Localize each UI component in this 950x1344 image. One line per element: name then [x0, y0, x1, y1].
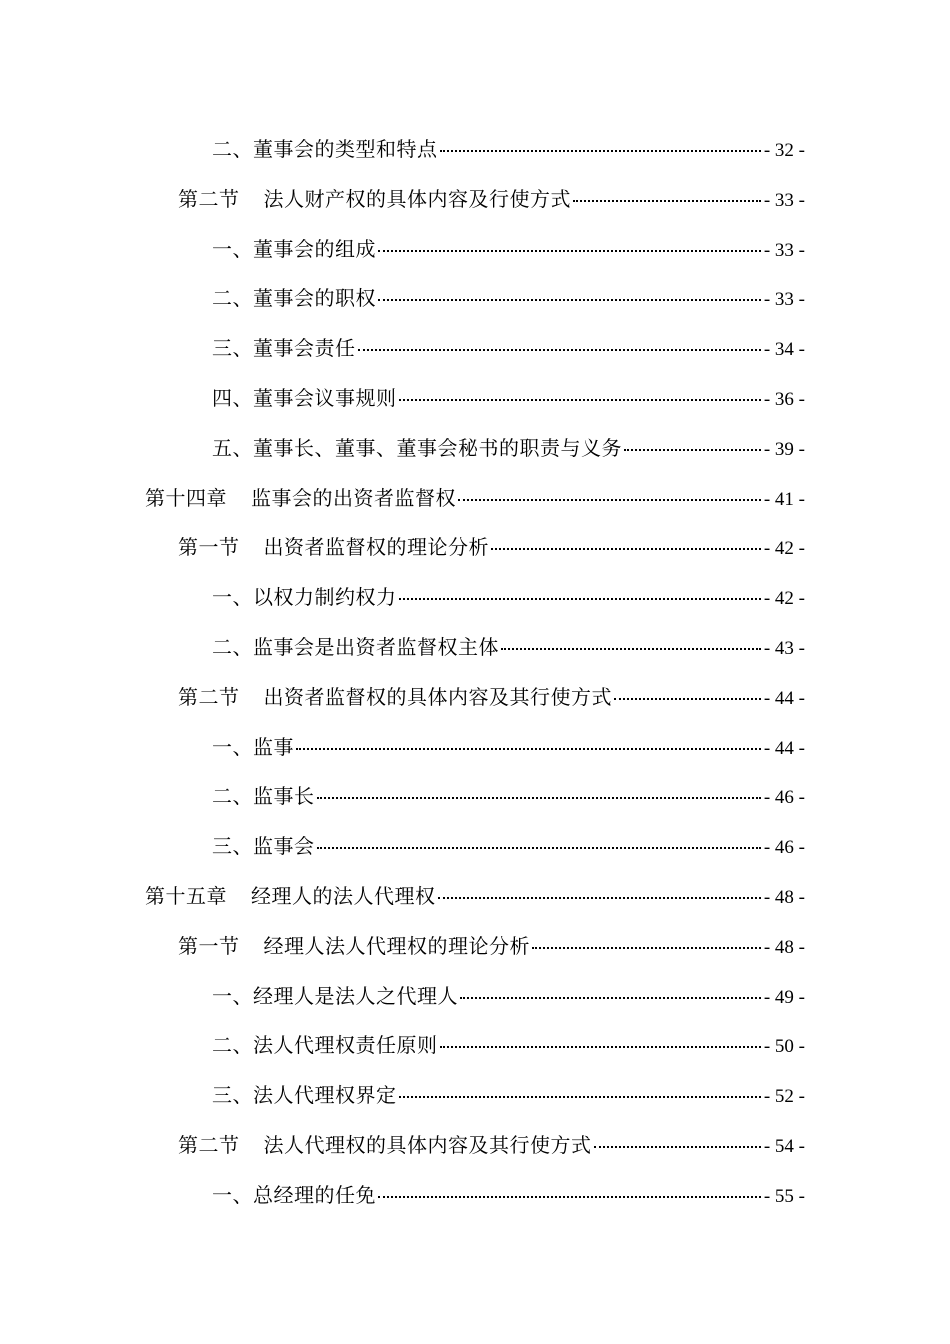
- toc-entry-title: 法人代理权界定: [253, 1083, 397, 1108]
- toc-entry-number: 二、: [212, 634, 253, 659]
- dot-leader: [440, 1046, 761, 1048]
- toc-entry-title: 监事会是出资者监督权主体: [253, 634, 499, 659]
- toc-entry-number: 一、: [212, 585, 253, 610]
- toc-entry-title: 经理人的法人代理权: [251, 883, 436, 908]
- toc-entry-text: [212, 384, 397, 412]
- toc-entry-text: [212, 982, 458, 1010]
- toc-entry-title: 出资者监督权的具体内容及其行使方式: [263, 684, 612, 709]
- toc-entry[interactable]: [0, 1021, 950, 1071]
- toc-entry-text: [212, 1081, 397, 1109]
- toc-entry-page: - 48 -: [763, 936, 805, 958]
- dot-leader: [491, 548, 761, 550]
- toc-entry-number: 第一节: [178, 535, 240, 560]
- dot-leader: [317, 847, 761, 849]
- toc-entry[interactable]: [0, 125, 950, 175]
- dot-leader: [317, 797, 761, 799]
- toc-entry[interactable]: [0, 673, 950, 723]
- toc-entry-page: - 44 -: [763, 737, 805, 759]
- dot-leader: [399, 598, 761, 600]
- toc-entry-number: 一、: [212, 236, 253, 261]
- toc-entry-text: [212, 135, 438, 163]
- toc-entry-number: 二、: [212, 784, 253, 809]
- toc-entry-title: 监事长: [253, 784, 315, 809]
- toc-entry-text: [178, 932, 530, 960]
- toc-entry-number: 第十四章: [145, 485, 227, 510]
- toc-entry-page: - 33 -: [763, 239, 805, 261]
- toc-entry-text: [212, 235, 376, 263]
- toc-entry-page: - 42 -: [763, 588, 805, 610]
- toc-entry-page: - 46 -: [763, 837, 805, 859]
- toc-entry-title: 总经理的任免: [253, 1182, 376, 1207]
- table-of-contents: [0, 125, 950, 1221]
- toc-entry-page: - 41 -: [763, 488, 805, 510]
- toc-entry-number: 二、: [212, 137, 253, 161]
- toc-entry[interactable]: [0, 822, 950, 872]
- toc-entry-number: 三、: [212, 336, 253, 361]
- toc-entry[interactable]: [0, 573, 950, 623]
- toc-entry-text: [212, 633, 499, 661]
- toc-entry[interactable]: [0, 374, 950, 424]
- toc-entry-number: 二、: [212, 1033, 253, 1058]
- toc-entry-number: 一、: [212, 983, 253, 1008]
- toc-entry-text: [145, 882, 436, 910]
- toc-entry-page: - 43 -: [763, 637, 805, 659]
- toc-entry-text: [178, 683, 612, 711]
- toc-entry-page: - 32 -: [763, 140, 805, 161]
- toc-entry-page: - 36 -: [763, 388, 805, 410]
- toc-entry[interactable]: [0, 474, 950, 524]
- toc-entry-text: [212, 1031, 438, 1059]
- toc-entry-number: 三、: [212, 1083, 253, 1108]
- toc-entry[interactable]: [0, 1071, 950, 1121]
- dot-leader: [594, 1146, 761, 1148]
- toc-entry[interactable]: [0, 723, 950, 773]
- toc-entry-text: [145, 484, 456, 512]
- toc-entry-number: 第十五章: [145, 883, 227, 908]
- dot-leader: [358, 349, 761, 351]
- toc-entry-title: 经理人是法人之代理人: [253, 983, 458, 1008]
- dot-leader: [440, 150, 761, 152]
- toc-entry-number: 一、: [212, 734, 253, 759]
- toc-entry-page: - 42 -: [763, 538, 805, 560]
- dot-leader: [573, 200, 761, 202]
- toc-entry-text: [212, 733, 294, 761]
- toc-entry-text: [178, 1131, 592, 1159]
- toc-entry[interactable]: [0, 772, 950, 822]
- toc-entry[interactable]: [0, 922, 950, 972]
- toc-entry-number: 第二节: [178, 684, 240, 709]
- dot-leader: [378, 250, 761, 252]
- dot-leader: [378, 299, 761, 301]
- toc-entry-page: - 48 -: [763, 886, 805, 908]
- dot-leader: [614, 698, 761, 700]
- toc-entry-title: 董事会的类型和特点: [253, 137, 438, 161]
- toc-entry-number: 三、: [212, 834, 253, 859]
- toc-entry-text: [212, 782, 315, 810]
- toc-entry[interactable]: [0, 274, 950, 324]
- toc-entry-number: 一、: [212, 1182, 253, 1207]
- toc-entry[interactable]: [0, 424, 950, 474]
- toc-entry-page: - 50 -: [763, 1036, 805, 1058]
- dot-leader: [438, 897, 761, 899]
- toc-entry[interactable]: [0, 1171, 950, 1221]
- dot-leader: [532, 947, 761, 949]
- toc-entry-number: 第一节: [178, 933, 240, 958]
- toc-entry-number: 五、: [212, 435, 253, 460]
- dot-leader: [378, 1196, 761, 1198]
- toc-entry-number: 二、: [212, 286, 253, 311]
- toc-entry-page: - 46 -: [763, 787, 805, 809]
- toc-entry-page: - 52 -: [763, 1086, 805, 1108]
- toc-entry-title: 法人代理权责任原则: [253, 1033, 438, 1058]
- toc-entry[interactable]: [0, 175, 950, 225]
- toc-entry-title: 经理人法人代理权的理论分析: [263, 933, 530, 958]
- dot-leader: [460, 997, 761, 999]
- dot-leader: [399, 399, 761, 401]
- toc-entry-page: - 33 -: [763, 289, 805, 311]
- toc-entry-title: 董事会责任: [253, 336, 356, 361]
- toc-entry-title: 法人代理权的具体内容及其行使方式: [263, 1132, 592, 1157]
- toc-entry-page: - 39 -: [763, 438, 805, 460]
- toc-entry-text: [212, 832, 315, 860]
- dot-leader: [501, 648, 761, 650]
- toc-entry-title: 以权力制约权力: [253, 585, 397, 610]
- dot-leader: [458, 499, 761, 501]
- toc-entry-title: 法人财产权的具体内容及行使方式: [263, 186, 571, 211]
- toc-entry-number: 第二节: [178, 1132, 240, 1157]
- toc-entry-number: 四、: [212, 385, 253, 410]
- dot-leader: [296, 748, 761, 750]
- toc-entry-page: - 49 -: [763, 986, 805, 1008]
- toc-entry-number: 第二节: [178, 186, 240, 211]
- toc-entry-text: [212, 334, 356, 362]
- toc-entry-title: 董事长、董事、董事会秘书的职责与义务: [253, 435, 622, 460]
- toc-entry[interactable]: [0, 324, 950, 374]
- toc-entry-text: [212, 284, 376, 312]
- toc-entry-page: - 33 -: [763, 189, 805, 211]
- toc-entry-title: 董事会议事规则: [253, 385, 397, 410]
- toc-entry[interactable]: [0, 1121, 950, 1171]
- toc-entry-page: - 54 -: [763, 1135, 805, 1157]
- toc-entry[interactable]: [0, 972, 950, 1022]
- toc-entry-title: 监事会: [253, 834, 315, 859]
- toc-entry-text: [212, 583, 397, 611]
- toc-entry-page: - 44 -: [763, 687, 805, 709]
- toc-entry[interactable]: [0, 523, 950, 573]
- toc-entry-text: [178, 533, 489, 561]
- toc-entry-text: [212, 434, 622, 462]
- toc-entry-title: 监事会的出资者监督权: [251, 485, 456, 510]
- toc-entry[interactable]: [0, 872, 950, 922]
- toc-entry-text: [212, 1181, 376, 1209]
- toc-entry-title: 董事会的组成: [253, 236, 376, 261]
- toc-entry-page: - 34 -: [763, 339, 805, 361]
- dot-leader: [399, 1096, 761, 1098]
- toc-entry-text: [178, 185, 571, 213]
- toc-entry-title: 监事: [253, 734, 294, 759]
- dot-leader: [624, 449, 761, 451]
- toc-entry[interactable]: [0, 623, 950, 673]
- toc-entry-page: - 55 -: [763, 1185, 805, 1207]
- toc-entry[interactable]: [0, 225, 950, 275]
- toc-entry-title: 出资者监督权的理论分析: [263, 535, 489, 560]
- toc-entry-title: 董事会的职权: [253, 286, 376, 311]
